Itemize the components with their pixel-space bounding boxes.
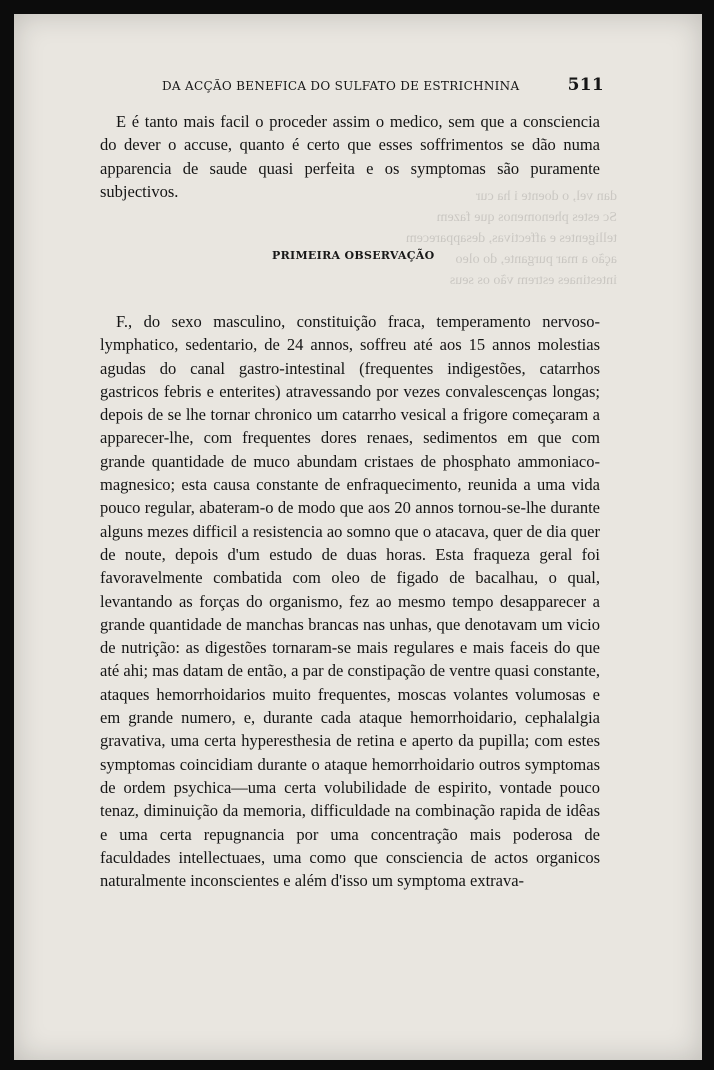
paragraph-intro <box>100 110 600 203</box>
book-page <box>14 14 702 1060</box>
paragraph-1-text: E é tanto mais facil o proceder assim o medico, sem que a consciencia do dever o accuse, quanto é certo que esses soffrimentos se dão numa apparencia de saude quasi perfeita e os symptomas são puramente subjectivos. <box>100 112 600 201</box>
paragraph-observation <box>100 310 600 892</box>
bleed-through-text: dan vel, o doente i ha cur Sc estes phenomenos que fazem telligentes e affectivas, desapparecem ação a mar purgante, do oleo intestinaes estrem vão os seus <box>405 189 617 288</box>
page-header <box>162 75 604 95</box>
section-title: PRIMEIRA OBSERVAÇÃO <box>272 249 435 262</box>
paragraph-2-text: F., do sexo masculino, constituição fraca, temperamento nervoso-lymphatico, sedentario, de 24 annos, soffreu até aos 15 annos molestias agudas do canal gastro-intestinal (frequentes indigestões, catarrhos gastricos febris e enterites) atravessando por vezes convalescenças longas; depois de se lhe tornar chronico um catarrho vesical a frigore começaram a apparecer-lhe, com frequentes dores renaes, sedimentos em que com grande quantidade de muco abundam cristaes de phosphato ammoniaco-magnesico; esta causa constante de enfraquecimento, reunida a uma vida pouco regular, abateram-o de modo que aos 20 annos tornou-se-lhe durante alguns mezes difficil a resistencia ao somno que o atacava, quer de dia quer de noute, depois d'um estudo de duas horas. Esta fraqueza geral foi favoravelmente combatida com oleo de figado de bacalhau, o qual, levantando as forças do organismo, fez ao mesmo tempo desapparecer a grande quantidade de manchas brancas nas unhas, que denotavam um vicio de nutrição: as digestões tornaram-se mais regulares e mais faceis do que até ahi; mas datam de então, a par de constipação de ventre quasi constante, ataques hemorrhoidarios muito frequentes, moscas volantes volumosas e em grande numero, e, durante cada ataque hemorrhoidario, cephalalgia gravativa, uma certa hyperesthesia de retina e aperto da pupilla; com estes symptomas coincidiam durante o ataque hemorrhoidario outros symptomas de ordem psychica—uma certa volubilidade de espirito, vontade pouco tenaz, diminuição da memoria, difficuldade na combinação rapida de idêas e uma certa repugnancia por uma concentração mais poderosa de faculdades intellectuaes, uma como que consciencia de actos organicos naturalmente inconscientes e além d'isso um symptoma extrava- <box>100 312 600 891</box>
running-title: DA ACÇÃO BENEFICA DO SULFATO DE ESTRICHNINA <box>162 79 520 93</box>
page-number: 511 <box>567 75 604 95</box>
